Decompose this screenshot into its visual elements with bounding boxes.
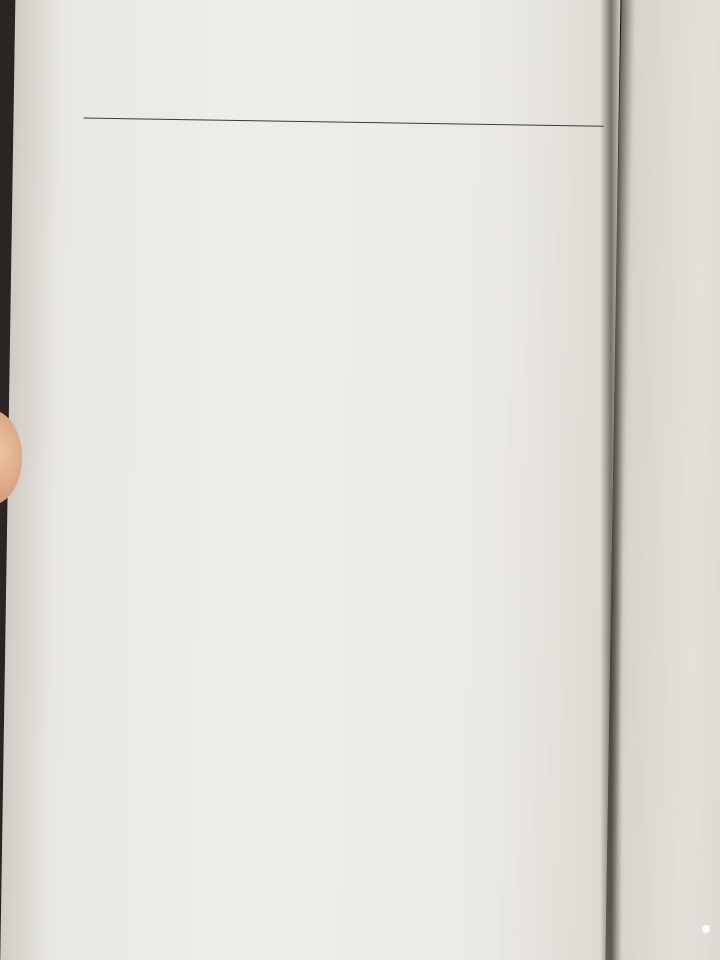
section-title: [6, 127, 606, 136]
section-subtitle: [5, 155, 605, 164]
section-divider: [84, 118, 604, 127]
toc-page-number: [566, 96, 606, 125]
bazar-logo: [636, 918, 714, 954]
